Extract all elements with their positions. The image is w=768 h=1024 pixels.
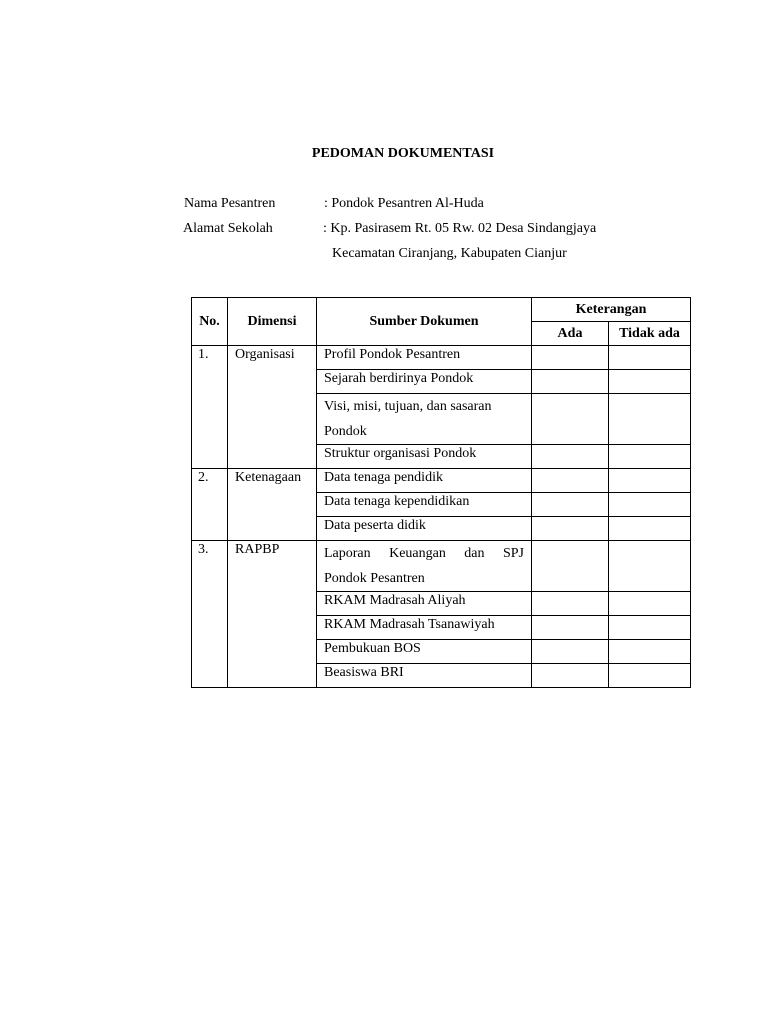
row-sumber: Profil Pondok Pesantren (317, 346, 532, 370)
nama-label: Nama Pesantren (184, 196, 276, 211)
ada-cell (532, 517, 609, 541)
row-sumber: RKAM Madrasah Aliyah (317, 592, 532, 616)
row-dimensi: Ketenagaan (228, 469, 317, 541)
row-number: 2. (192, 469, 228, 541)
row-sumber-line-2: Pondok Pesantren (324, 571, 425, 586)
documentation-table (191, 297, 691, 688)
header-tidak-ada: Tidak ada (609, 322, 691, 346)
alamat-label: Alamat Sekolah (183, 221, 273, 236)
row-sumber: Pembukuan BOS (317, 640, 532, 664)
row-sumber: Beasiswa BRI (317, 664, 532, 688)
row-number: 1. (192, 346, 228, 469)
ada-cell (532, 370, 609, 394)
header-sumber: Sumber Dokumen (317, 298, 532, 346)
row-sumber: RKAM Madrasah Tsanawiyah (317, 616, 532, 640)
ada-cell (532, 640, 609, 664)
row-dimensi: RAPBP (228, 541, 317, 688)
tidak-ada-cell (609, 346, 691, 370)
page-title: PEDOMAN DOKUMENTASI (311, 146, 495, 161)
tidak-ada-cell (609, 592, 691, 616)
table-row (192, 469, 691, 493)
header-dimensi: Dimensi (228, 298, 317, 346)
alamat-value: : Kp. Pasirasem Rt. 05 Rw. 02 Desa Sindangjaya (323, 221, 597, 236)
ada-cell (532, 592, 609, 616)
row-sumber: Visi, misi, tujuan, dan sasaran Pondok (317, 394, 532, 445)
row-sumber: Struktur organisasi Pondok (317, 445, 532, 469)
tidak-ada-cell (609, 469, 691, 493)
tidak-ada-cell (609, 445, 691, 469)
ada-cell (532, 541, 609, 592)
ada-cell (532, 664, 609, 688)
header-no: No. (192, 298, 228, 346)
header-ada: Ada (532, 322, 609, 346)
tidak-ada-cell (609, 664, 691, 688)
tidak-ada-cell (609, 640, 691, 664)
ada-cell (532, 493, 609, 517)
alamat-value-continued: Kecamatan Ciranjang, Kabupaten Cianjur (332, 246, 567, 261)
tidak-ada-cell (609, 394, 691, 445)
row-sumber (317, 541, 532, 592)
tidak-ada-cell (609, 370, 691, 394)
header-keterangan: Keterangan (532, 298, 691, 322)
row-sumber: Data tenaga pendidik (317, 469, 532, 493)
tidak-ada-cell (609, 517, 691, 541)
tidak-ada-cell (609, 493, 691, 517)
tidak-ada-cell (609, 541, 691, 592)
row-sumber: Sejarah berdirinya Pondok (317, 370, 532, 394)
alamat-row (183, 221, 596, 237)
row-sumber-line-1: Laporan Keuangan dan SPJ (324, 546, 524, 561)
ada-cell (532, 445, 609, 469)
nama-value: : Pondok Pesantren Al-Huda (324, 196, 484, 211)
ada-cell (532, 346, 609, 370)
ada-cell (532, 616, 609, 640)
row-dimensi: Organisasi (228, 346, 317, 469)
table-header-row (192, 298, 691, 322)
nama-row (184, 196, 484, 212)
tidak-ada-cell (609, 616, 691, 640)
ada-cell (532, 394, 609, 445)
ada-cell (532, 469, 609, 493)
row-sumber: Data tenaga kependidikan (317, 493, 532, 517)
table-row (192, 541, 691, 592)
row-number: 3. (192, 541, 228, 688)
table-row (192, 346, 691, 370)
row-sumber: Data peserta didik (317, 517, 532, 541)
